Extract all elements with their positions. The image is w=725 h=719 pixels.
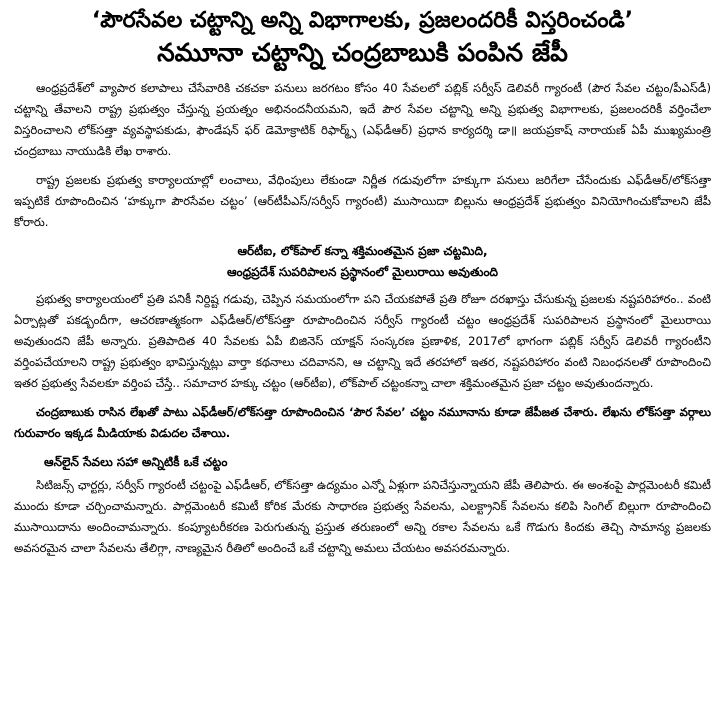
subheading-line-2: ఆంధ్రప్రదేశ్ సుపరిపాలన ప్రస్థానంలో మైలురాయి అవుతుంది <box>226 265 499 279</box>
subheading-line-1: ఆర్‌టీఐ, లోక్‌పాల్ కన్నా శక్తిమంతమైన ప్రజా చట్టమిది, <box>237 244 488 258</box>
section-title: ఆన్‌లైన్ సేవలు సహా అన్నిటికీ ఒకే చట్టం <box>44 455 228 469</box>
article-paragraph-4: చంద్రబాబుకు రాసిన లేఖతో పాటు ఎఫ్‌డీఆర్/లోక్‌సత్తా రూపొందించిన ‘పౌర సేవల’ చట్టం నమూనాను కూడా జేపీజత చేశారు. లేఖను లోక్‌సత్తా వర్గాలు గురువారం ఇక్కడ మీడియాకు విడుదల చేశాయి. <box>14 405 711 440</box>
headline-main: ‘పౌరసేవల చట్టాన్ని అన్ని విభాగాలకు, ప్రజలందరికీ విస్తరించండి’ <box>91 8 634 33</box>
article-paragraph-2: రాష్ట్ర ప్రజలకు ప్రభుత్వ కార్యాలయాల్లో లంచాలు, వేధింపులు లేకుండా నిర్ణీత గడువులోగా హక్కుగా పనులు జరిగేలా చేసేందుకు ఎఫ్‌డీఆర్/లోక్‌సత్తా ఇప్పటికే రూపొందించిన ‘హక్కుగా పౌరసేవల చట్టం’ (ఆర్‌టీపీఎస్/సర్వీస్ గ్యారంటీ) ముసాయిదా బిల్లును ఆంధ్రప్రదేశ్ ప్రభుత్వం వినియోగించుకోవాలని జేపీ కోరారు. <box>14 173 711 229</box>
article-paragraph-1: ఆంధ్రప్రదేశ్‌లో వ్యాపార కలాపాలు చేసేవారికి చకచకా పనులు జరగటం కోసం 40 సేవలలో పబ్లిక్ సర్వీస్ డెలివరీ గ్యారంటీ (పౌర సేవల చట్టం/పీఎస్‌డీ) చట్టాన్ని తేవాలని రాష్ట్ర ప్రభుత్వం చేస్తున్న ప్రయత్నం అభినందనీయమని, ఇదే పౌర సేవల చట్టాన్ని అన్ని ప్రభుత్వ విభాగాలకు, ప్రజలందరికీ వర్తించేలా విస్తరించాలని లోక్‌సత్తా వ్యవస్థాపకుడు, ఫౌండేషన్ ఫర్ డెమోక్రాటిక్ రిఫార్మ్స్ (ఎఫ్‌డీఆర్) ప్రధాన కార్యదర్శి డా॥ జయప్రకాష్ నారాయణ్ ఏపీ ముఖ్యమంత్రి చంద్రబాబు నాయుడికి లేఖ రాశారు. <box>14 81 711 158</box>
headline-secondary: నమూనా చట్టాన్ని చంద్రబాబుకి పంపిన జేపీ <box>157 38 568 67</box>
article-paragraph-3: ప్రభుత్వ కార్యాలయంలో ప్రతి పనికీ నిర్దిష్ట గడువు, చెప్పిన సమయంలోగా పని చేయకపోతే ప్రతి రోజూ దరఖాస్తు చేసుకున్న ప్రజలకు నష్టపరిహారం.. వంటి ఏర్పాట్లతో పకడ్బందీగా, ఆచరణాత్మకంగా ఎఫ్‌డీఆర్/లోక్‌సత్తా రూపొందించిన సర్వీస్ గ్యారంటీ చట్టం ఆంధ్రప్రదేశ్ సుపరిపాలన ప్రస్థానంలో మైలురాయి అవుతుందని జేపీ అన్నారు. ప్రతిపాదిత 40 సేవలకు ఏపీ బిజినెస్ యాక్షన్ సంస్కరణ ప్రణాళిక, 2017లో భాగంగా పబ్లిక్ సర్వీస్ డెలివరీ గ్యారంటీని వర్తింపచేయాలని రాష్ట్ర ప్రభుత్వం భావిస్తున్నట్లు వార్తా కథనాలు చదివానని, ఆ చట్టాన్ని ఇదే తరహాలో ఇతర, నష్టపరిహారం వంటి నిబంధనలతో రూపొందించి ఇతర ప్రభుత్వ సేవలకూ వర్తింప చేస్తే.. సమాచార హక్కు చట్టం (ఆర్‌టీఐ), లోక్‌పాల్ చట్టంకన్నా చాలా శక్తిమంతమైన ప్రజా చట్టం అవుతుందన్నారు. <box>14 292 711 390</box>
article-paragraph-5: సిటిజన్స్ ఛార్టర్లు, సర్వీస్ గ్యారంటీ చట్టంపై ఎఫ్‌డీఆర్, లోక్‌సత్తా ఉద్యమం ఎన్నో ఏళ్లుగా పనిచేస్తున్నాయని జేపీ తెలిపారు. ఈ అంశంపై పార్లమెంటరీ కమిటీ ముందు కూడా చర్చించామన్నారు. పార్లమెంటరీ కమిటీ కోరిక మేరకు సాధారణ ప్రభుత్వ సేవలను, ఎలక్ట్రానిక్ సేవలను కలిపి సింగిల్ బిల్లుగా రూపొందించి ముసాయిదాను అందించామన్నారు. కంప్యూటరీకరణ పెరుగుతున్న ప్రస్తుత తరుణంలో అన్ని రకాల సేవలను ఒకే గొడుగు కిందకు తెచ్చి సామాన్య ప్రజలకు అవసరమైన చాలా సేవలను తేలిగ్గా, నాణ్యమైన రీతిలో అందించే ఒకే చట్టాన్ని అమలు చేయటం అవసరమన్నారు. <box>14 478 711 555</box>
